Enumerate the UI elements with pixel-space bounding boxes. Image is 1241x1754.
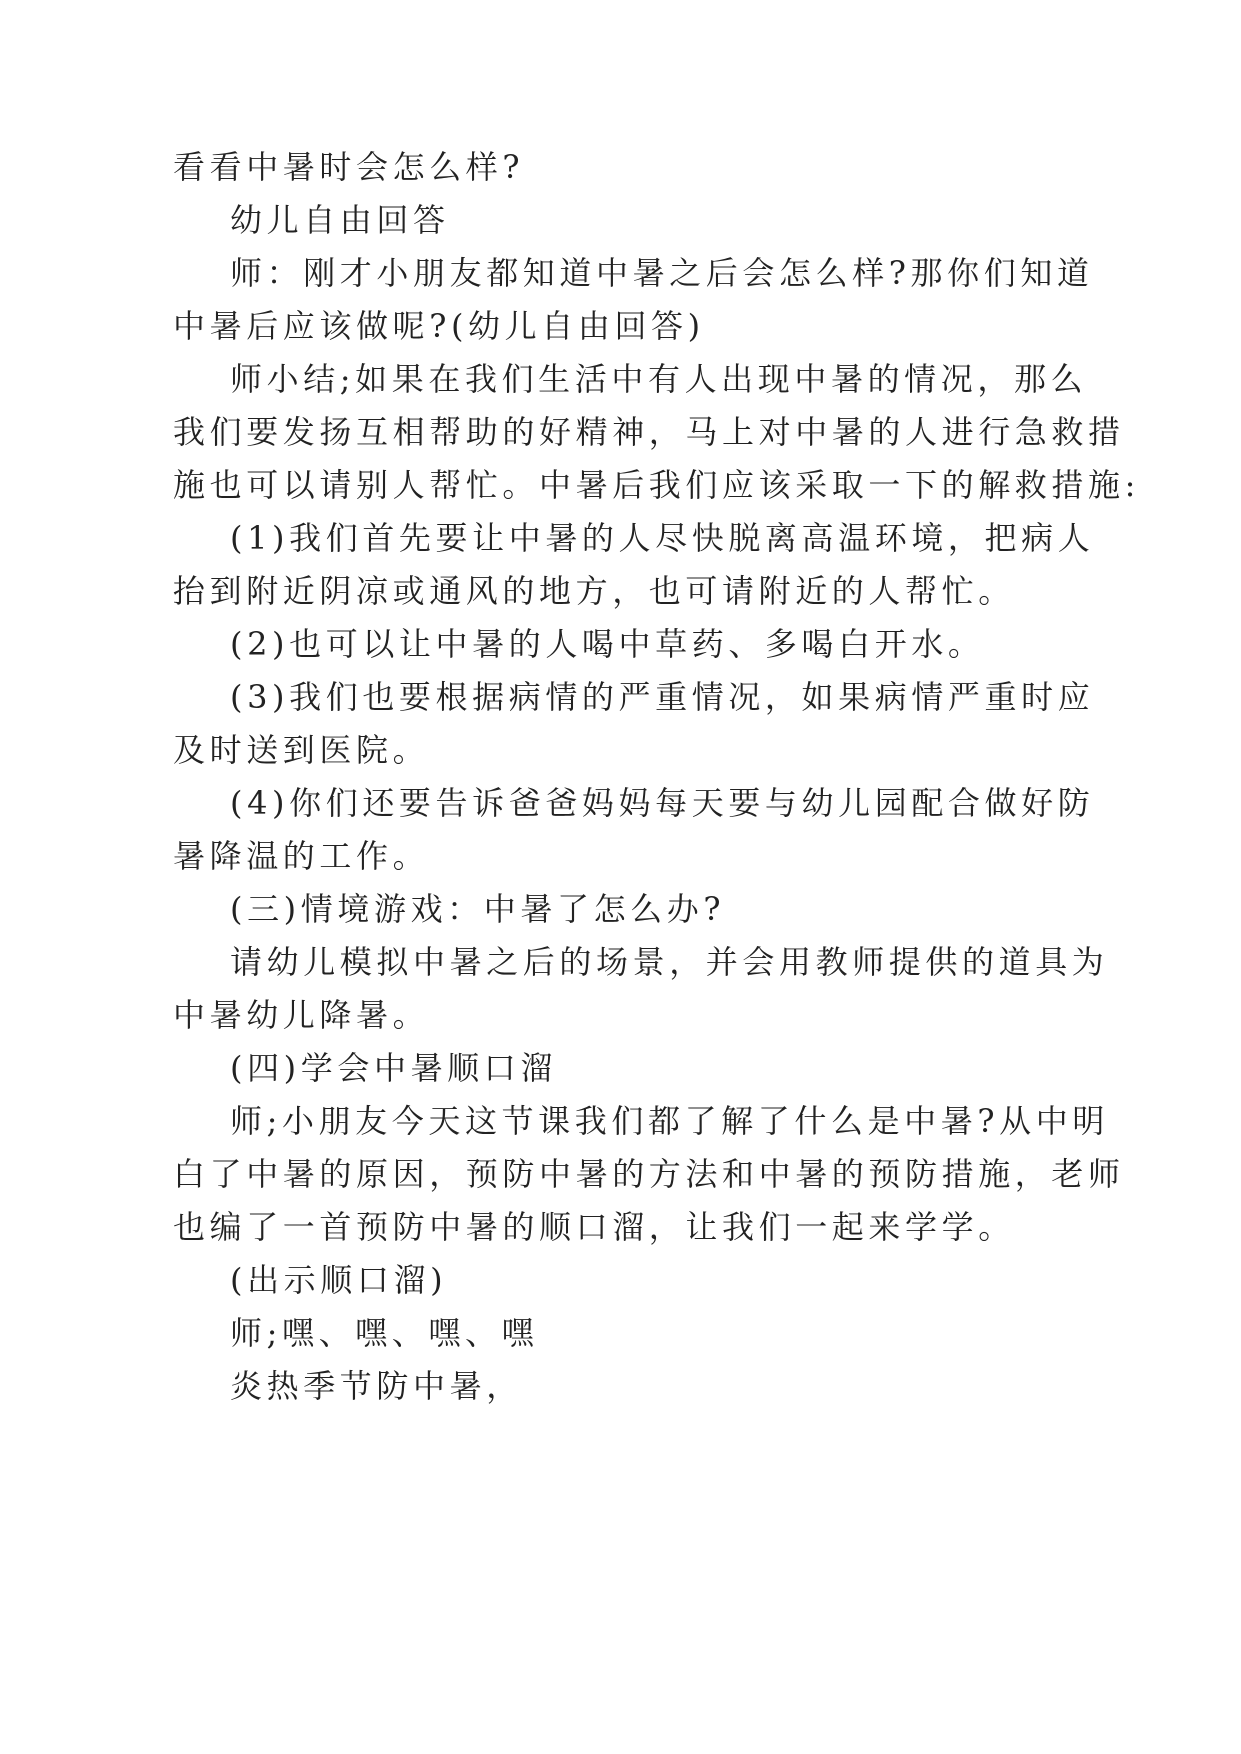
text-line: 中暑后应该做呢?(幼儿自由回答) — [173, 307, 705, 345]
text-line: (2)也可以让中暑的人喝中草药、多喝白开水。 — [230, 625, 985, 663]
text-line: 白了中暑的原因，预防中暑的方法和中暑的预防措施，老师 — [173, 1155, 1125, 1193]
text-line: (三)情境游戏：中暑了怎么办? — [230, 890, 726, 928]
text-line: 师;嘿、嘿、嘿、嘿 — [230, 1314, 539, 1352]
text-line: 也编了一首预防中暑的顺口溜，让我们一起来学学。 — [173, 1208, 1015, 1246]
text-line: 及时送到医院。 — [173, 731, 430, 769]
text-line: 炎热季节防中暑， — [230, 1367, 523, 1405]
text-line: 请幼儿模拟中暑之后的场景，并会用教师提供的道具为 — [230, 943, 1109, 981]
text-line: 中暑幼儿降暑。 — [173, 996, 430, 1034]
text-line: 看看中暑时会怎么样? — [173, 148, 525, 186]
text-line: 施也可以请别人帮忙。中暑后我们应该采取一下的解救措施: — [173, 466, 1140, 504]
text-line: 师小结;如果在我们生活中有人出现中暑的情况，那么 — [230, 360, 1088, 398]
text-line: 暑降温的工作。 — [173, 837, 430, 875]
text-line: (3)我们也要根据病情的严重情况，如果病情严重时应 — [230, 678, 1095, 716]
text-line: (出示顺口溜) — [230, 1261, 448, 1299]
text-line: (四)学会中暑顺口溜 — [230, 1049, 557, 1087]
text-line: 幼儿自由回答 — [230, 201, 450, 239]
text-line: 师;小朋友今天这节课我们都了解了什么是中暑?从中明 — [230, 1102, 1109, 1140]
text-line: 我们要发扬互相帮助的好精神，马上对中暑的人进行急救措 — [173, 413, 1125, 451]
text-line: (4)你们还要告诉爸爸妈妈每天要与幼儿园配合做好防 — [230, 784, 1095, 822]
text-line: (1)我们首先要让中暑的人尽快脱离高温环境，把病人 — [230, 519, 1095, 557]
text-line: 师：刚才小朋友都知道中暑之后会怎么样?那你们知道 — [230, 254, 1094, 292]
text-line: 抬到附近阴凉或通风的地方，也可请附近的人帮忙。 — [173, 572, 1015, 610]
